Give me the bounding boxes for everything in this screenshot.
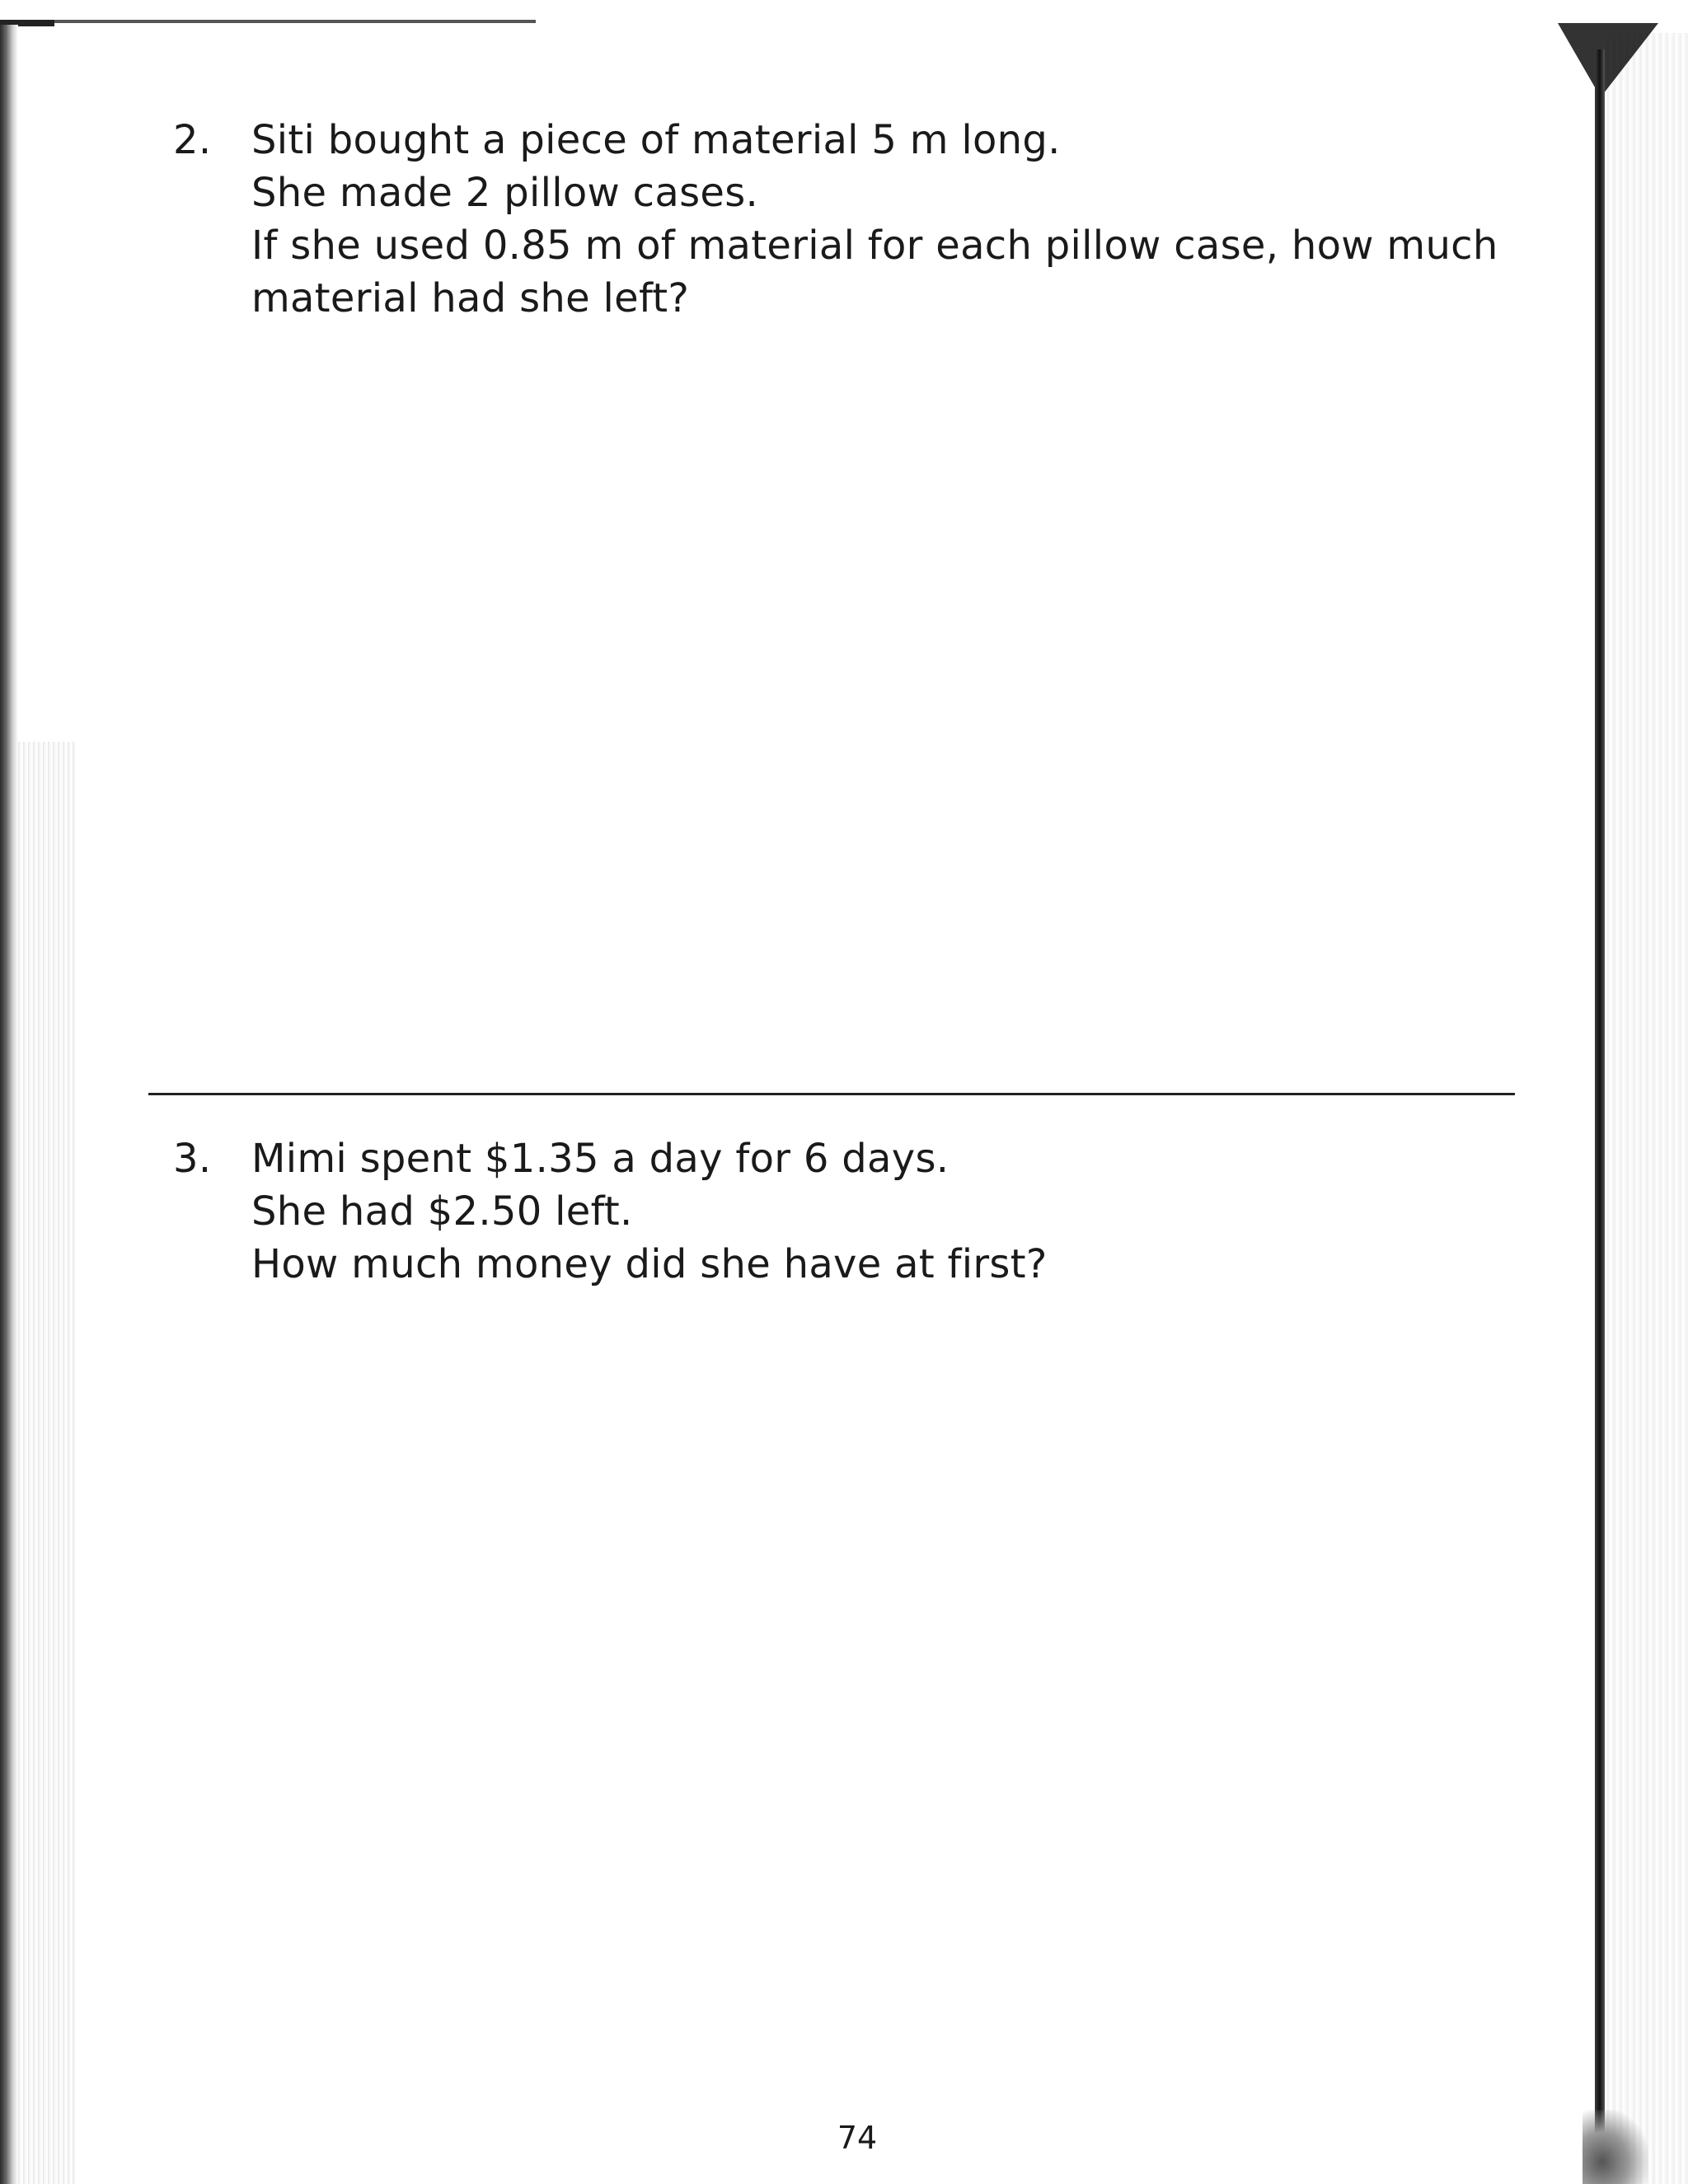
problem-text <box>251 114 1570 325</box>
right-binding-bottom-shadow <box>1582 2110 1648 2184</box>
problem-line: material had she left? <box>251 275 690 321</box>
problem-line: Mimi spent $1.35 a day for 6 days. <box>251 1136 950 1182</box>
problem-line: She had $2.50 left. <box>251 1188 633 1235</box>
left-binding-shadow <box>0 25 18 2184</box>
problem-line: Siti bought a piece of material 5 m long. <box>251 117 1061 163</box>
problem-line: If she used 0.85 m of material for each pillow case, how much <box>251 223 1498 269</box>
problem-line: How much money did she have at first? <box>251 1241 1048 1287</box>
problem-number: 2. <box>173 117 212 163</box>
problem-number: 3. <box>173 1136 212 1182</box>
right-binding-shadow <box>1595 49 1605 2151</box>
problem-text <box>251 1132 1570 1291</box>
right-binding-texture <box>1607 33 1688 2184</box>
section-divider <box>148 1093 1515 1095</box>
left-binding-texture <box>18 742 76 2184</box>
problem-line: She made 2 pillow cases. <box>251 170 759 216</box>
page-top-edge <box>0 20 536 23</box>
page-number: 74 <box>837 2120 878 2156</box>
